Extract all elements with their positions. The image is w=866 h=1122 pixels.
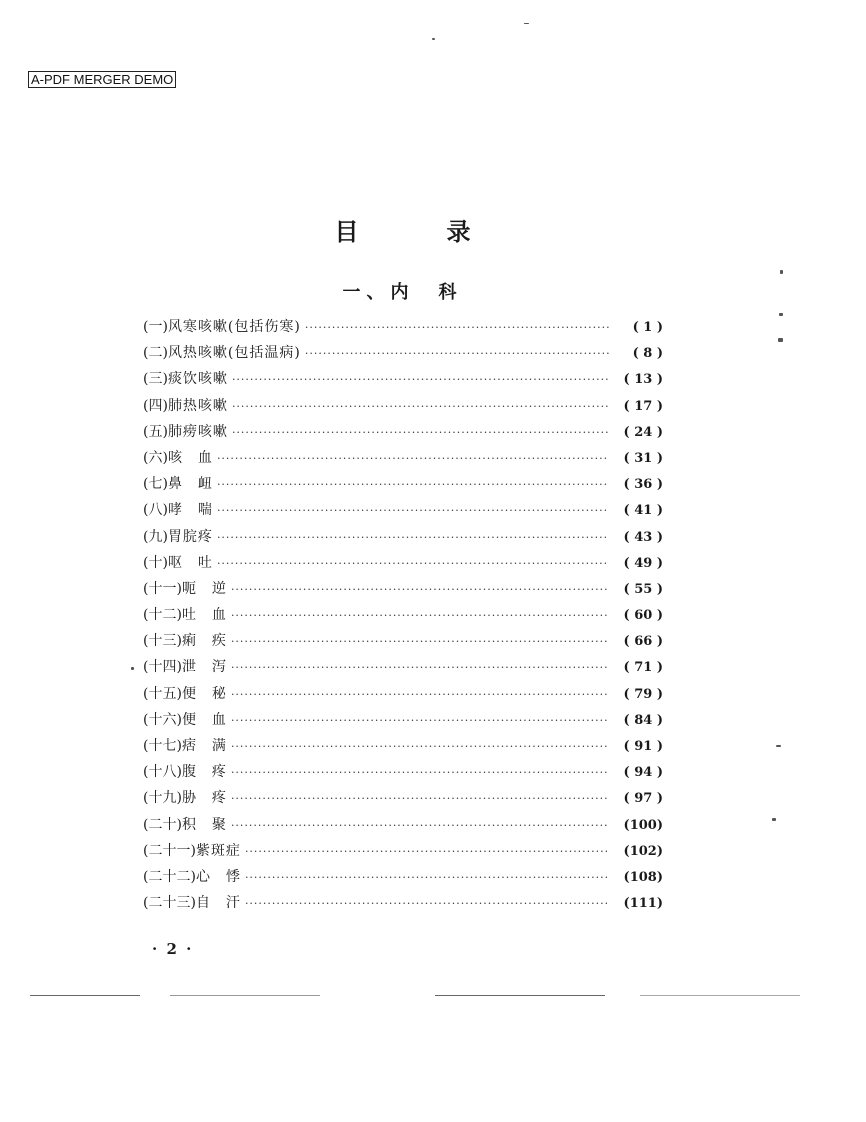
toc-entry bbox=[143, 892, 663, 918]
toc-entry bbox=[143, 473, 663, 499]
toc-entry-page: ( 8 ) bbox=[632, 346, 663, 362]
toc-entry-number: (十七) bbox=[143, 738, 182, 754]
toc-entry-title: 鼻 衄 bbox=[167, 476, 213, 493]
toc-entry-title: 痰饮咳嗽 bbox=[167, 371, 228, 388]
toc-entry-page: ( 1 ) bbox=[632, 320, 663, 335]
toc-entry-title: 胁 疼 bbox=[181, 790, 227, 807]
toc-entry bbox=[143, 787, 663, 813]
toc-leader-dots bbox=[231, 819, 609, 832]
toc-entry-page: ( 66 ) bbox=[623, 634, 663, 650]
toc-entry-title: 呃 逆 bbox=[181, 580, 227, 597]
toc-entry-number: (七) bbox=[143, 476, 168, 493]
toc-entry-number: (十一) bbox=[143, 580, 182, 597]
toc-entry-number: (二十一) bbox=[143, 842, 196, 859]
toc-entry-page: (102) bbox=[623, 843, 663, 859]
toc-leader-dots bbox=[245, 897, 609, 910]
toc-entry bbox=[143, 552, 663, 578]
section-title: 一、内 科 bbox=[342, 282, 463, 303]
toc-leader-dots bbox=[231, 688, 609, 701]
toc-leader-dots bbox=[217, 452, 609, 465]
toc-entry bbox=[143, 604, 663, 630]
toc-entry-title: 风寒咳嗽(包括伤寒) bbox=[167, 319, 301, 335]
scan-artifact-line bbox=[170, 995, 320, 996]
toc-entry-number: (九) bbox=[143, 528, 168, 545]
toc-entry-title: 自 汗 bbox=[195, 895, 241, 912]
toc-entry bbox=[143, 342, 663, 368]
toc-entry-title: 肺热咳嗽 bbox=[167, 397, 228, 414]
toc-leader-dots bbox=[217, 531, 609, 544]
toc-entry-title: 呕 吐 bbox=[167, 554, 213, 571]
toc-leader-dots bbox=[305, 321, 609, 334]
toc-entry-page: ( 55 ) bbox=[623, 581, 663, 597]
toc-leader-dots bbox=[231, 740, 609, 753]
toc-leader-dots bbox=[232, 400, 609, 413]
toc-leader-dots bbox=[231, 609, 609, 622]
toc-entry-page: ( 84 ) bbox=[623, 712, 663, 728]
toc-entry-page: ( 94 ) bbox=[623, 765, 663, 781]
toc-entry bbox=[143, 499, 663, 525]
toc-leader-dots bbox=[245, 845, 609, 858]
toc-entry-title: 痢 疾 bbox=[181, 633, 227, 650]
toc-entry bbox=[143, 526, 663, 552]
toc-entry bbox=[143, 814, 663, 840]
toc-entry-page: ( 91 ) bbox=[623, 739, 663, 754]
toc-entry-number: (一) bbox=[143, 319, 168, 335]
scan-artifact-line bbox=[435, 995, 605, 996]
toc-entry-number: (十四) bbox=[143, 659, 182, 676]
toc-leader-dots bbox=[217, 557, 609, 570]
toc-entry bbox=[143, 735, 663, 761]
scan-artifact-speck bbox=[780, 270, 783, 274]
toc-entry-page: ( 31 ) bbox=[623, 450, 663, 466]
toc-entry-number: (十六) bbox=[143, 711, 182, 728]
toc-leader-dots bbox=[231, 792, 609, 805]
scan-artifact-line bbox=[30, 995, 140, 996]
toc-entry bbox=[143, 866, 663, 892]
toc-leader-dots bbox=[217, 478, 609, 491]
toc-entry-page: ( 60 ) bbox=[623, 608, 663, 624]
toc-entry-title: 便 血 bbox=[181, 711, 227, 728]
toc-leader-dots bbox=[232, 426, 609, 439]
toc-entry-title: 泄 泻 bbox=[181, 659, 227, 676]
toc-entry-number: (四) bbox=[143, 397, 168, 414]
toc-entry-page: ( 13 ) bbox=[623, 372, 663, 388]
toc-entry-number: (二十) bbox=[143, 816, 182, 833]
toc-entry bbox=[143, 656, 663, 682]
toc-entry-title: 积 聚 bbox=[181, 816, 227, 833]
toc-leader-dots bbox=[305, 347, 609, 360]
page-title: 目录 bbox=[334, 217, 559, 246]
toc-entry-number: (十三) bbox=[143, 633, 182, 650]
toc-entry bbox=[143, 316, 663, 342]
toc-entry-page: (111) bbox=[623, 896, 663, 912]
scan-artifact-speck bbox=[772, 818, 776, 821]
scan-artifact-line bbox=[640, 995, 800, 996]
toc-entry-page: ( 43 ) bbox=[623, 529, 663, 545]
toc-leader-dots bbox=[231, 583, 609, 596]
toc-entry-title: 紫斑症 bbox=[195, 842, 241, 859]
toc-entry-number: (六) bbox=[143, 449, 168, 466]
toc-entry-title: 吐 血 bbox=[181, 607, 227, 624]
toc-entry-number: (五) bbox=[143, 423, 168, 440]
toc-leader-dots bbox=[217, 504, 609, 517]
toc-entry bbox=[143, 421, 663, 447]
toc-entry-title: 风热咳嗽(包括温病) bbox=[167, 345, 301, 362]
toc-entry bbox=[143, 395, 663, 421]
toc-entry-title: 哮 喘 bbox=[167, 502, 213, 519]
toc-entry-page: (108) bbox=[623, 869, 663, 885]
page-number: · 2 · bbox=[152, 940, 194, 958]
scan-artifact-speck bbox=[779, 313, 783, 316]
toc-entry-number: (十五) bbox=[143, 685, 182, 702]
toc-entry-page: ( 41 ) bbox=[623, 503, 663, 519]
toc-entry-page: ( 49 ) bbox=[623, 555, 663, 571]
toc-entry bbox=[143, 709, 663, 735]
scan-artifact-speck bbox=[432, 38, 435, 40]
toc-entry-page: ( 24 ) bbox=[623, 424, 663, 440]
toc-entry bbox=[143, 761, 663, 787]
toc-entry bbox=[143, 368, 663, 394]
toc-leader-dots bbox=[232, 373, 609, 386]
toc-entry bbox=[143, 630, 663, 656]
table-of-contents bbox=[143, 316, 663, 918]
scan-artifact-speck bbox=[776, 745, 781, 747]
toc-entry-page: ( 17 ) bbox=[623, 398, 663, 414]
toc-entry-page: ( 36 ) bbox=[623, 477, 663, 493]
toc-entry bbox=[143, 840, 663, 866]
toc-entry-number: (十八) bbox=[143, 764, 182, 781]
toc-entry-number: (十二) bbox=[143, 607, 182, 624]
toc-entry-number: (二) bbox=[143, 345, 168, 362]
toc-entry-number: (二十二) bbox=[143, 868, 196, 885]
scan-artifact-speck bbox=[778, 338, 783, 342]
toc-entry-title: 心 悸 bbox=[195, 868, 241, 885]
toc-entry bbox=[143, 683, 663, 709]
toc-entry-page: (100) bbox=[623, 817, 663, 833]
toc-entry-number: (十九) bbox=[143, 790, 182, 807]
toc-leader-dots bbox=[231, 635, 609, 648]
toc-entry-title: 便 秘 bbox=[181, 685, 227, 702]
toc-entry-title: 胃脘疼 bbox=[167, 528, 213, 545]
toc-entry-page: ( 79 ) bbox=[623, 686, 663, 702]
watermark-label: A-PDF MERGER DEMO bbox=[28, 71, 176, 88]
toc-leader-dots bbox=[231, 661, 609, 674]
toc-entry bbox=[143, 578, 663, 604]
scan-artifact-speck bbox=[524, 23, 529, 24]
toc-entry-title: 肺痨咳嗽 bbox=[167, 423, 228, 440]
scan-artifact-speck bbox=[131, 667, 134, 670]
toc-entry-page: ( 97 ) bbox=[623, 791, 663, 807]
toc-leader-dots bbox=[231, 714, 609, 727]
toc-entry-number: (八) bbox=[143, 502, 168, 519]
toc-entry-number: (二十三) bbox=[143, 895, 196, 912]
toc-leader-dots bbox=[245, 871, 609, 884]
toc-leader-dots bbox=[231, 766, 609, 779]
toc-entry-title: 咳 血 bbox=[167, 449, 213, 466]
toc-entry-page: ( 71 ) bbox=[623, 660, 663, 676]
toc-entry-number: (三) bbox=[143, 371, 168, 388]
toc-entry-number: (十) bbox=[143, 554, 168, 571]
toc-entry-title: 痞 满 bbox=[181, 738, 227, 754]
toc-entry-title: 腹 疼 bbox=[181, 764, 227, 781]
toc-entry bbox=[143, 447, 663, 473]
